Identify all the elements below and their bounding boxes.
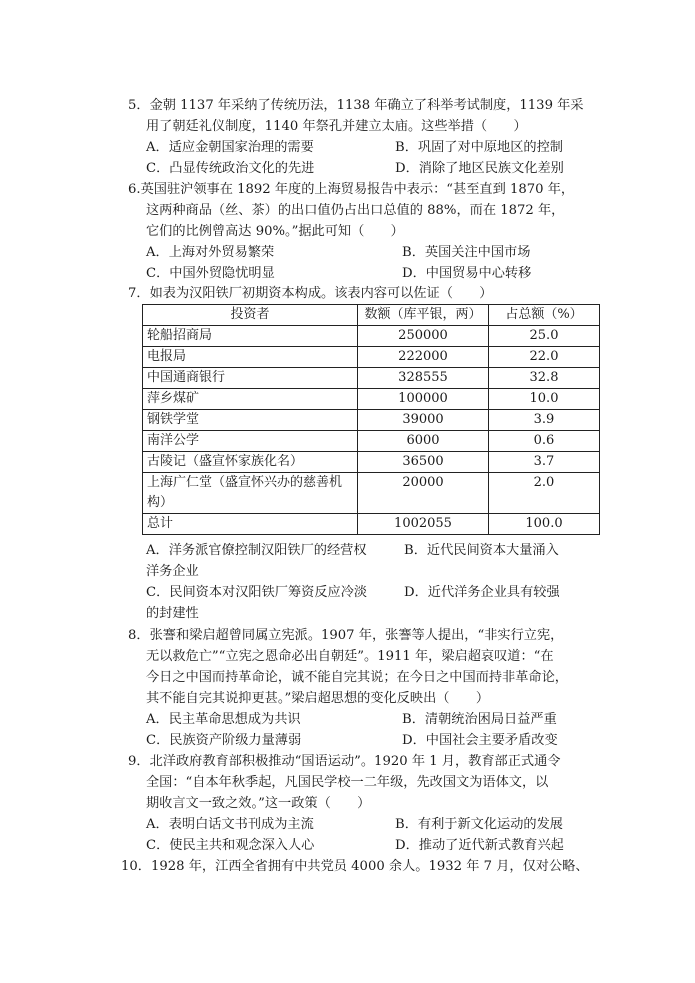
question-9-option-b: B．有利于新文化运动的发展 — [395, 817, 563, 832]
table-cell-amount: 100000 — [358, 389, 489, 410]
question-7-option-d-cont: 的封建性 — [146, 606, 199, 621]
table-row — [143, 389, 600, 410]
question-6-line-2: 这两种商品（丝、茶）的出口值仍占出口总值的 88%，而在 1872 年， — [146, 203, 565, 218]
table-cell-investor: 电报局 — [143, 347, 358, 368]
table-cell-percent: 25.0 — [489, 326, 600, 347]
table-row — [143, 431, 600, 452]
question-5-line-2: 用了朝廷礼仪制度，1140 年祭孔并建立太庙。这些举措（ ） — [146, 119, 527, 134]
table-cell-investor: 轮船招商局 — [143, 326, 358, 347]
investment-table — [142, 304, 600, 535]
question-9-option-d: D．推动了近代新式教育兴起 — [395, 838, 564, 853]
table-cell-investor: 中国通商银行 — [143, 368, 358, 389]
table-header-percent: 占总额（%） — [489, 305, 600, 326]
table-cell-investor: 萍乡煤矿 — [143, 389, 358, 410]
table-cell-investor: 总计 — [143, 514, 358, 535]
table-cell-percent: 100.0 — [489, 514, 600, 535]
question-9-line-2: 全国：“自本年秋季起，凡国民学校一二年级，先改国文为语体文，以 — [146, 775, 549, 790]
table-cell-percent: 0.6 — [489, 431, 600, 452]
table-cell-percent: 3.7 — [489, 452, 600, 473]
question-7-option-a: A．洋务派官僚控制汉阳铁厂的经营权 — [146, 543, 367, 558]
table-cell-amount: 39000 — [358, 410, 489, 431]
question-5-option-b: B．巩固了对中原地区的控制 — [395, 140, 563, 155]
table-row — [143, 473, 600, 514]
question-8-option-d: D．中国社会主要矛盾改变 — [402, 733, 558, 748]
question-6-line-3: 它们的比例曾高达 90%。”据此可知（ ） — [146, 224, 404, 239]
table-row-total — [143, 514, 600, 535]
table-header-amount: 数额（库平银，两） — [358, 305, 489, 326]
question-8-option-b: B．清朝统治困局日益严重 — [402, 712, 557, 727]
question-8-line-4: 其不能自完其说抑更甚。”梁启超思想的变化反映出（ ） — [146, 691, 490, 706]
table-cell-percent: 2.0 — [489, 473, 600, 514]
table-cell-percent: 10.0 — [489, 389, 600, 410]
question-9-option-a: A．表明白话文书刊成为主流 — [146, 817, 314, 832]
question-8-line-3: 今日之中国而持革命论，诚不能自完其说；在今日之中国而持非革命论， — [146, 670, 568, 685]
question-7-line-1: 7．如表为汉阳铁厂初期资本构成。该表内容可以佐证（ ） — [128, 286, 493, 301]
question-9-line-1: 9．北洋政府教育部积极推动“国语运动”。1920 年 1 月，教育部正式通令 — [128, 754, 561, 769]
question-8-option-a: A．民主革命思想成为共识 — [146, 712, 301, 727]
question-8-line-1: 8．张謇和梁启超曾同属立宪派。1907 年，张謇等人提出，“非实行立宪， — [128, 628, 564, 643]
question-6-option-d: D．中国贸易中心转移 — [402, 266, 532, 281]
table-row — [143, 347, 600, 368]
table-cell-amount: 36500 — [358, 452, 489, 473]
table-cell-investor: 上海广仁堂（盛宣怀兴办的慈善机构） — [143, 473, 358, 514]
question-7-option-b-cont: 洋务企业 — [146, 564, 199, 579]
table-row — [143, 368, 600, 389]
question-9-option-c: C．使民主共和观念深入人心 — [146, 838, 315, 853]
table-cell-amount: 6000 — [358, 431, 489, 452]
table-cell-amount: 222000 — [358, 347, 489, 368]
table-cell-investor: 钢铁学堂 — [143, 410, 358, 431]
question-5-option-d: D．消除了地区民族文化差别 — [395, 161, 564, 176]
table-header-row — [143, 305, 600, 326]
table-row — [143, 452, 600, 473]
table-cell-amount: 250000 — [358, 326, 489, 347]
question-6-line-1: 6.英国驻沪领事在 1892 年度的上海贸易报告中表示：“甚至直到 1870 年， — [128, 182, 575, 197]
table-cell-percent: 22.0 — [489, 347, 600, 368]
table-row — [143, 410, 600, 431]
question-6-option-a: A．上海对外贸易繁荣 — [146, 245, 275, 260]
table-cell-percent: 3.9 — [489, 410, 600, 431]
question-9-line-3: 期收言文一致之效。”这一政策（ ） — [146, 796, 371, 811]
question-7-option-d: D．近代洋务企业具有较强 — [404, 585, 560, 600]
question-6-option-b: B．英国关注中国市场 — [402, 245, 531, 260]
table-cell-investor: 古陵记（盛宣怀家族化名） — [143, 452, 358, 473]
question-5-option-c: C．凸显传统政治文化的先进 — [146, 161, 315, 176]
table-cell-amount: 20000 — [358, 473, 489, 514]
table-cell-amount: 1002055 — [358, 514, 489, 535]
question-6-option-c: C．中国外贸隐忧明显 — [146, 266, 275, 281]
table-header-investor: 投资者 — [143, 305, 358, 326]
question-5-option-a: A．适应金朝国家治理的需要 — [146, 140, 314, 155]
question-10-line-1: 10．1928 年，江西全省拥有中共党员 4000 余人。1932 年 7 月，仅对公略、 — [121, 859, 589, 874]
question-5-line-1: 5．金朝 1137 年采纳了传统历法，1138 年确立了科举考试制度，1139 年采 — [128, 98, 584, 113]
table-cell-amount: 328555 — [358, 368, 489, 389]
question-7-option-c: C．民间资本对汉阳铁厂筹资反应冷淡 — [146, 585, 368, 600]
question-8-option-c: C．民族资产阶级力量薄弱 — [146, 733, 302, 748]
table-cell-investor: 南洋公学 — [143, 431, 358, 452]
table-row — [143, 326, 600, 347]
question-7-option-b: B．近代民间资本大量涌入 — [404, 543, 559, 558]
table-cell-percent: 32.8 — [489, 368, 600, 389]
question-8-line-2: 无以救危亡”“立宪之恩命必出自朝廷”。1911 年，梁启超哀叹道：“在 — [146, 649, 554, 664]
